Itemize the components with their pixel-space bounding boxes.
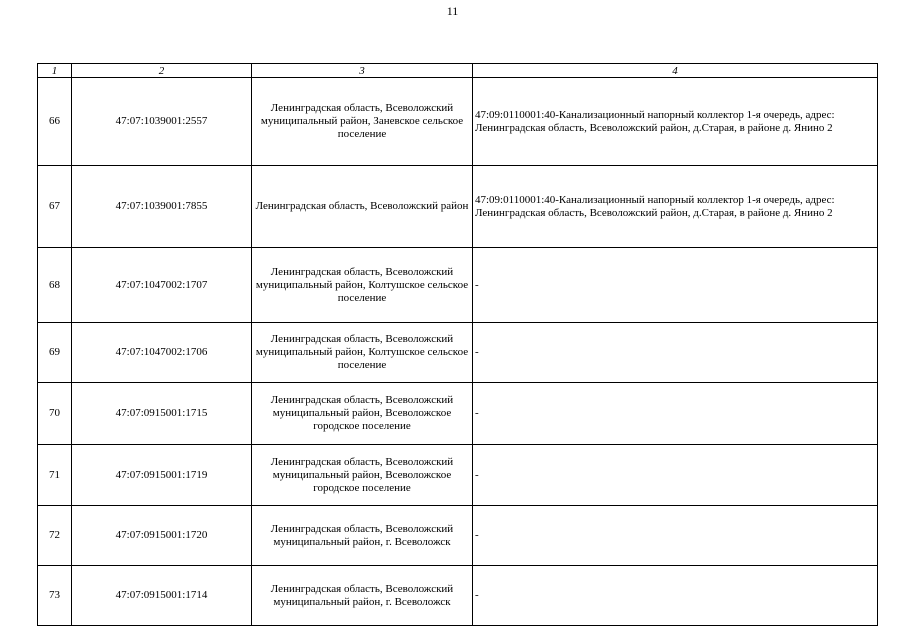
- table-row: [38, 78, 878, 166]
- encumbrance-description: 47:09:0110001:40-Канализационный напорный коллектор 1-я очередь, адрес: Ленинградская область, Всеволожский район, д.Старая, в районе д. Янино 2: [473, 78, 878, 166]
- location: Ленинградская область, Всеволожский муниципальный район, г. Всеволожск: [252, 506, 473, 566]
- location: Ленинградская область, Всеволожский муниципальный район, Колтушское сельское поселение: [252, 323, 473, 383]
- encumbrance-description: -: [473, 323, 878, 383]
- row-number: 66: [38, 78, 72, 166]
- row-number: 68: [38, 248, 72, 323]
- encumbrance-description: -: [473, 383, 878, 445]
- location: Ленинградская область, Всеволожский муниципальный район, Всеволожское городское поселение: [252, 445, 473, 506]
- table-row: [38, 445, 878, 506]
- table-row: [38, 383, 878, 445]
- row-number: 67: [38, 166, 72, 248]
- location: Ленинградская область, Всеволожский муниципальный район, Колтушское сельское поселение: [252, 248, 473, 323]
- encumbrance-description: -: [473, 506, 878, 566]
- encumbrance-description: 47:09:0110001:40-Канализационный напорный коллектор 1-я очередь, адрес: Ленинградская область, Всеволожский район, д.Старая, в районе д. Янино 2: [473, 166, 878, 248]
- cadastral-number: 47:07:1039001:7855: [72, 166, 252, 248]
- row-number: 71: [38, 445, 72, 506]
- location: Ленинградская область, Всеволожский муниципальный район, Всеволожское городское поселение: [252, 383, 473, 445]
- cadastral-number: 47:07:0915001:1715: [72, 383, 252, 445]
- land-plots-table: [37, 63, 878, 626]
- encumbrance-description: -: [473, 566, 878, 626]
- location: Ленинградская область, Всеволожский район: [252, 166, 473, 248]
- cadastral-number: 47:07:0915001:1719: [72, 445, 252, 506]
- page-number: 11: [446, 4, 459, 18]
- table-row: [38, 166, 878, 248]
- encumbrance-description: -: [473, 248, 878, 323]
- table-row: [38, 248, 878, 323]
- table-row: [38, 506, 878, 566]
- row-number: 73: [38, 566, 72, 626]
- table-row: [38, 566, 878, 626]
- cadastral-number: 47:07:0915001:1720: [72, 506, 252, 566]
- row-number: 70: [38, 383, 72, 445]
- cadastral-number: 47:07:0915001:1714: [72, 566, 252, 626]
- cadastral-number: 47:07:1039001:2557: [72, 78, 252, 166]
- row-number: 69: [38, 323, 72, 383]
- location: Ленинградская область, Всеволожский муниципальный район, г. Всеволожск: [252, 566, 473, 626]
- encumbrance-description: -: [473, 445, 878, 506]
- table-row: [38, 323, 878, 383]
- column-header-2: 2: [72, 64, 252, 78]
- column-header-3: 3: [252, 64, 473, 78]
- column-header-1: 1: [38, 64, 72, 78]
- column-header-4: 4: [473, 64, 878, 78]
- row-number: 72: [38, 506, 72, 566]
- location: Ленинградская область, Всеволожский муниципальный район, Заневское сельское поселение: [252, 78, 473, 166]
- cadastral-number: 47:07:1047002:1707: [72, 248, 252, 323]
- table-header-row: [38, 64, 878, 78]
- cadastral-number: 47:07:1047002:1706: [72, 323, 252, 383]
